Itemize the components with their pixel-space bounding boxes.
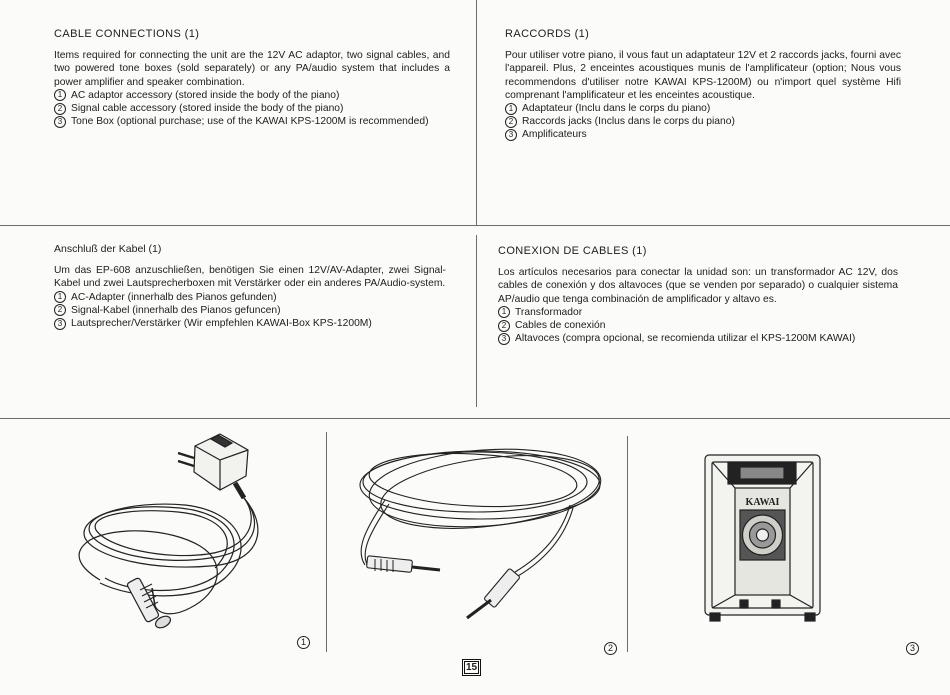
item-text: Signal-Kabel (innerhalb des Pianos gefuncen) [71, 304, 281, 316]
top-divider [0, 225, 950, 226]
item-text: Amplificateurs [522, 129, 587, 141]
column-divider-top [476, 0, 477, 225]
list-item [54, 115, 450, 128]
section-german [54, 243, 446, 330]
item-number: 2 [505, 116, 517, 128]
list-item [505, 102, 901, 115]
item-list [54, 89, 450, 129]
section-title: RACCORDS (1) [505, 28, 590, 40]
section-title: CABLE CONNECTIONS (1) [54, 28, 200, 40]
list-item [498, 332, 898, 345]
section-body: Um das EP-608 anzuschließen, benötigen Sie einen 12V/AV-Adapter, zwei Signal-Kabel und zwei Lautsprecherboxen mit Verstärker oder ein anderes PA/Audio-system. [54, 265, 446, 290]
section-french [505, 28, 901, 142]
item-number: 3 [54, 318, 66, 330]
item-number: 3 [498, 333, 510, 345]
figure-divider-right [627, 436, 628, 652]
item-list [54, 291, 446, 331]
item-number: 2 [498, 320, 510, 332]
page-number: 15 [462, 659, 481, 676]
column-divider-middle [476, 235, 477, 407]
item-text: Lautsprecher/Verstärker (Wir empfehlen KAWAI-Box KPS-1200M) [71, 318, 372, 330]
item-number: 1 [505, 103, 517, 115]
item-number: 1 [54, 89, 66, 101]
speaker-illustration [700, 450, 825, 630]
speaker-brand-label: KAWAI [745, 497, 780, 508]
item-text: Adaptateur (Inclu dans le corps du piano) [522, 103, 711, 115]
section-body: Items required for connecting the unit are the 12V AC adaptor, two signal cables, and two powered tone boxes (sold separately) or any PA/audio system that includes a power amplifier and speaker combination. [54, 50, 450, 88]
item-list [505, 102, 901, 142]
item-list [498, 306, 898, 346]
section-spanish [498, 245, 898, 345]
list-item [54, 317, 446, 330]
item-number: 2 [54, 304, 66, 316]
item-number: 3 [54, 116, 66, 128]
item-text: Signal cable accessory (stored inside the body of the piano) [71, 103, 344, 115]
figure-number-3: 3 [906, 642, 919, 655]
section-english [54, 28, 450, 128]
list-item [498, 319, 898, 332]
section-title: CONEXION DE CABLES (1) [498, 245, 647, 257]
item-number: 3 [505, 129, 517, 141]
section-body: Pour utiliser votre piano, il vous faut un adaptateur 12V et 2 raccords jacks, fourni avec l'appareil. Plus, 2 enceintes acoustiques munis de l'amplificateur (option; Nous vous recommendons d'utiliser notre KAWAI KPS-1200M) ou n'import quel système Hifi comprenant l'amplificateur et les enceintes acoustique. [505, 50, 901, 101]
item-text: AC adaptor accessory (stored inside the body of the piano) [71, 89, 340, 101]
item-text: Altavoces (compra opcional, se recomienda utilizar el KPS-1200M KAWAI) [515, 333, 856, 345]
item-text: Tone Box (optional purchase; use of the KAWAI KPS-1200M is recommended) [71, 116, 429, 128]
list-item [54, 304, 446, 317]
list-item [498, 306, 898, 319]
item-number: 2 [54, 103, 66, 115]
list-item [54, 102, 450, 115]
middle-divider [0, 418, 950, 419]
list-item [54, 89, 450, 102]
figure-number-2: 2 [604, 642, 617, 655]
item-text: Cables de conexión [515, 320, 606, 332]
section-body: Los artículos necesarios para conectar la unidad son: un transformador AC 12V, dos cables de conexión y dos altavoces (que se venden por separado) o cualquier sistema AP/audio que tenga combinación de amplificador y altavo es. [498, 267, 898, 305]
item-number: 1 [498, 306, 510, 318]
list-item [505, 128, 901, 141]
ac-adaptor-illustration [60, 428, 290, 638]
signal-cable-illustration [345, 440, 605, 620]
item-number: 1 [54, 291, 66, 303]
list-item [505, 115, 901, 128]
figure-number-1: 1 [297, 636, 310, 649]
figure-divider-left [326, 432, 327, 652]
item-text: AC-Adapter (innerhalb des Pianos gefunden) [71, 291, 277, 303]
item-text: Raccords jacks (Inclus dans le corps du piano) [522, 116, 735, 128]
item-text: Transformador [515, 306, 583, 318]
section-title: Anschluß der Kabel (1) [54, 243, 162, 255]
list-item [54, 291, 446, 304]
